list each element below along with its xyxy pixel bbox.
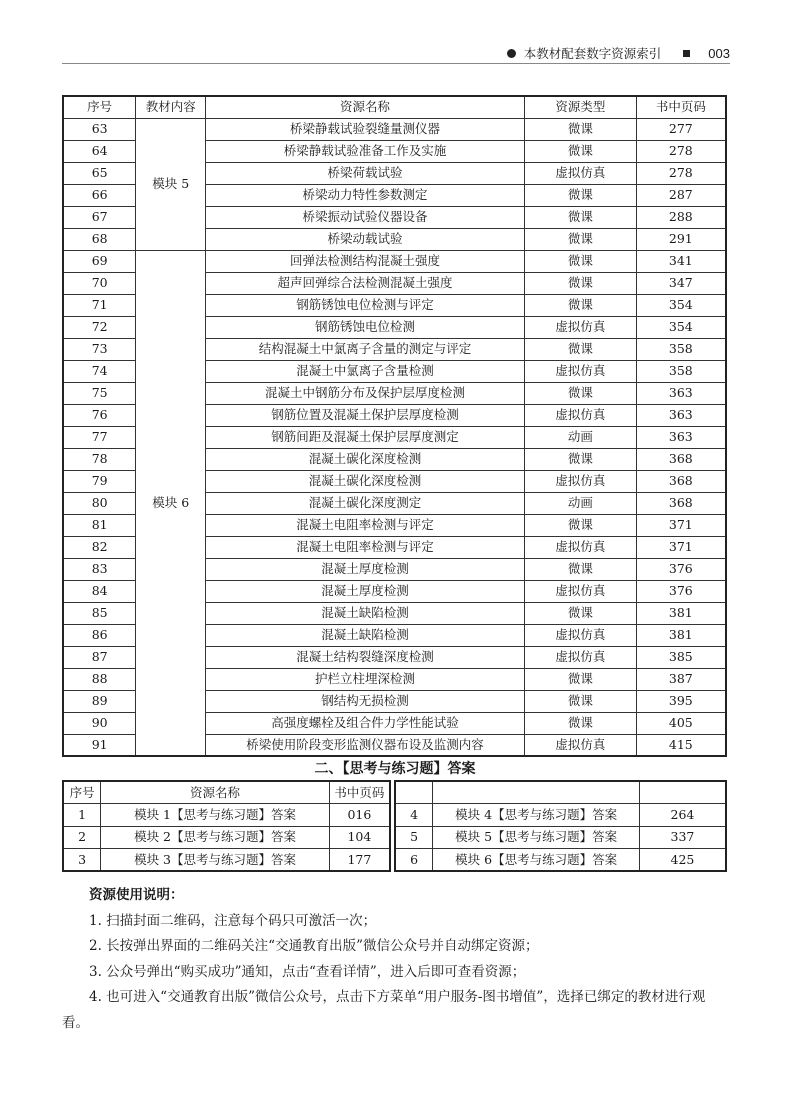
row-number: 86: [63, 624, 136, 646]
resource-type: 微课: [525, 690, 637, 712]
resource-type: 微课: [525, 514, 637, 536]
row-number: 79: [63, 470, 136, 492]
page-ref: 385: [636, 646, 726, 668]
row-number: 72: [63, 316, 136, 338]
row-number: 64: [63, 140, 136, 162]
row-number: 78: [63, 448, 136, 470]
row-number: 67: [63, 206, 136, 228]
bullet-icon: [507, 49, 516, 58]
page-ref: 376: [636, 558, 726, 580]
row-number: 65: [63, 162, 136, 184]
note-item: 3. 公众号弹出“购买成功”通知，点击“查看详情”，进入后即可查看资源；: [89, 963, 526, 980]
page-ref: 016: [329, 804, 390, 827]
resource-type: 虚拟仿真: [525, 734, 637, 756]
resource-name: 混凝土中钢筋分布及保护层厚度检测: [206, 382, 525, 404]
notes-heading: 资源使用说明：: [89, 887, 184, 903]
page-ref: 415: [636, 734, 726, 756]
resource-name: 混凝土中氯离子含量检测: [206, 360, 525, 382]
page-ref: 363: [636, 426, 726, 448]
resource-type: 虚拟仿真: [525, 580, 637, 602]
usage-notes: [62, 883, 730, 1037]
resource-name: 混凝土结构裂缝深度检测: [206, 646, 525, 668]
resource-name: 混凝土碳化深度检测: [206, 470, 525, 492]
note-item: 4. 也可进入“交通教育出版”微信公众号，点击下方菜单“用户服务-图书增值”，选择已绑定的教材进行观看。: [62, 989, 706, 1031]
module-cell: 模块 6: [136, 250, 206, 756]
row-number: 66: [63, 184, 136, 206]
module-cell: 模块 5: [136, 118, 206, 250]
row-number: 71: [63, 294, 136, 316]
row-number: 85: [63, 602, 136, 624]
resource-type: 微课: [525, 338, 637, 360]
page-ref: 104: [329, 826, 390, 849]
table-row: [63, 250, 726, 272]
row-number: 80: [63, 492, 136, 514]
page-ref: 354: [636, 316, 726, 338]
header-cell: 资源类型: [525, 96, 637, 118]
resource-type: 虚拟仿真: [525, 316, 637, 338]
page-ref: 347: [636, 272, 726, 294]
resource-type: 微课: [525, 228, 637, 250]
resource-name: 回弹法检测结构混凝土强度: [206, 250, 525, 272]
page-ref: 371: [636, 514, 726, 536]
page-ref: 368: [636, 448, 726, 470]
answers-table-right: [394, 780, 727, 872]
resource-type: 虚拟仿真: [525, 360, 637, 382]
page-ref: 358: [636, 338, 726, 360]
resource-name: 混凝土厚度检测: [206, 580, 525, 602]
row-number: 81: [63, 514, 136, 536]
page-ref: 381: [636, 602, 726, 624]
resource-name: 模块 5【思考与练习题】答案: [433, 826, 640, 849]
resource-name: 模块 4【思考与练习题】答案: [433, 804, 640, 827]
page-ref: 376: [636, 580, 726, 602]
table-row: [63, 849, 390, 872]
row-number: 82: [63, 536, 136, 558]
resource-type: 微课: [525, 602, 637, 624]
note-item: 1. 扫描封面二维码，注意每个码只可激活一次；: [89, 912, 377, 929]
note-item: 2. 长按弹出界面的二维码关注“交通教育出版”微信公众号并自动绑定资源；: [89, 938, 539, 955]
row-number: 89: [63, 690, 136, 712]
resource-type: 虚拟仿真: [525, 624, 637, 646]
table-row: [63, 826, 390, 849]
section-title: 本教材配套数字资源索引: [523, 46, 662, 61]
table-row: [63, 118, 726, 140]
row-number: 76: [63, 404, 136, 426]
resource-name: 混凝土缺陷检测: [206, 624, 525, 646]
resource-name: 模块 6【思考与练习题】答案: [433, 849, 640, 872]
resource-type: 虚拟仿真: [525, 404, 637, 426]
resource-name: 混凝土厚度检测: [206, 558, 525, 580]
header-cell: [433, 781, 640, 804]
resource-name: 钢筋锈蚀电位检测: [206, 316, 525, 338]
page-ref: 337: [639, 826, 726, 849]
page-ref: 363: [636, 404, 726, 426]
page-ref: 358: [636, 360, 726, 382]
page-ref: 371: [636, 536, 726, 558]
resource-name: 钢筋锈蚀电位检测与评定: [206, 294, 525, 316]
row-number: 91: [63, 734, 136, 756]
resource-type: 虚拟仿真: [525, 646, 637, 668]
page-ref: 354: [636, 294, 726, 316]
resource-name: 超声回弹综合法检测混凝土强度: [206, 272, 525, 294]
page-ref: 341: [636, 250, 726, 272]
resource-type: 微课: [525, 250, 637, 272]
resource-name: 桥梁动力特性参数测定: [206, 184, 525, 206]
row-number: 73: [63, 338, 136, 360]
resource-type: 微课: [525, 382, 637, 404]
row-number: 83: [63, 558, 136, 580]
page-ref: 363: [636, 382, 726, 404]
row-number: 88: [63, 668, 136, 690]
resource-name: 护栏立柱埋深检测: [206, 668, 525, 690]
resource-name: 混凝土碳化深度测定: [206, 492, 525, 514]
header-cell: 教材内容: [136, 96, 206, 118]
resource-type: 虚拟仿真: [525, 536, 637, 558]
resource-name: 高强度螺栓及组合件力学性能试验: [206, 712, 525, 734]
row-number: 74: [63, 360, 136, 382]
resource-type: 虚拟仿真: [525, 162, 637, 184]
table-header-row: [63, 781, 390, 804]
row-number: 63: [63, 118, 136, 140]
page-ref: 277: [636, 118, 726, 140]
header-cell: 序号: [63, 96, 136, 118]
square-bullet-icon: [683, 50, 690, 57]
resource-name: 桥梁振动试验仪器设备: [206, 206, 525, 228]
resource-type: 动画: [525, 426, 637, 448]
table-row: [63, 804, 390, 827]
resource-type: 微课: [525, 294, 637, 316]
page-ref: 405: [636, 712, 726, 734]
resource-type: 微课: [525, 558, 637, 580]
resource-type: 微课: [525, 184, 637, 206]
row-number: 4: [395, 804, 433, 827]
row-number: 6: [395, 849, 433, 872]
page-ref: 287: [636, 184, 726, 206]
resource-name: 模块 3【思考与练习题】答案: [101, 849, 329, 872]
page-ref: 387: [636, 668, 726, 690]
header-cell: 书中页码: [636, 96, 726, 118]
header-cell: 序号: [63, 781, 101, 804]
resource-type: 微课: [525, 140, 637, 162]
page-ref: 381: [636, 624, 726, 646]
running-header: [62, 40, 730, 64]
page-ref: 288: [636, 206, 726, 228]
page-ref: 264: [639, 804, 726, 827]
row-number: 70: [63, 272, 136, 294]
table-row: [395, 804, 726, 827]
resource-type: 微课: [525, 668, 637, 690]
header-cell: 书中页码: [329, 781, 390, 804]
header-cell: 资源名称: [101, 781, 329, 804]
resource-name: 钢结构无损检测: [206, 690, 525, 712]
row-number: 90: [63, 712, 136, 734]
page-ref: 395: [636, 690, 726, 712]
row-number: 5: [395, 826, 433, 849]
page-ref: 368: [636, 492, 726, 514]
table-row: [395, 849, 726, 872]
page-ref: 425: [639, 849, 726, 872]
table-header-row: [395, 781, 726, 804]
resource-name: 钢筋间距及混凝土保护层厚度测定: [206, 426, 525, 448]
resource-type: 微课: [525, 448, 637, 470]
page-number: 003: [708, 45, 730, 61]
resource-type: 虚拟仿真: [525, 470, 637, 492]
row-number: 75: [63, 382, 136, 404]
header-cell: [639, 781, 726, 804]
resource-name: 混凝土电阻率检测与评定: [206, 514, 525, 536]
resource-name: 桥梁荷载试验: [206, 162, 525, 184]
answers-table-left: [62, 780, 391, 872]
resource-type: 微课: [525, 118, 637, 140]
page-ref: 278: [636, 162, 726, 184]
row-number: 3: [63, 849, 101, 872]
resource-name: 混凝土电阻率检测与评定: [206, 536, 525, 558]
resource-type: 微课: [525, 712, 637, 734]
answers-section-title: 二、【思考与练习题】答案: [314, 761, 476, 777]
row-number: 69: [63, 250, 136, 272]
resource-name: 桥梁静载试验裂缝量测仪器: [206, 118, 525, 140]
row-number: 2: [63, 826, 101, 849]
resource-name: 钢筋位置及混凝土保护层厚度检测: [206, 404, 525, 426]
resource-type: 动画: [525, 492, 637, 514]
resource-type: 微课: [525, 206, 637, 228]
table-header-row: [63, 96, 726, 118]
resource-name: 结构混凝土中氯离子含量的测定与评定: [206, 338, 525, 360]
resource-type: 微课: [525, 272, 637, 294]
resource-name: 模块 2【思考与练习题】答案: [101, 826, 329, 849]
row-number: 77: [63, 426, 136, 448]
row-number: 68: [63, 228, 136, 250]
resource-name: 桥梁动载试验: [206, 228, 525, 250]
row-number: 84: [63, 580, 136, 602]
table-row: [395, 826, 726, 849]
page-ref: 278: [636, 140, 726, 162]
resource-index-table: [62, 95, 727, 757]
resource-name: 桥梁静载试验准备工作及实施: [206, 140, 525, 162]
row-number: 87: [63, 646, 136, 668]
resource-name: 模块 1【思考与练习题】答案: [101, 804, 329, 827]
page-ref: 368: [636, 470, 726, 492]
resource-name: 混凝土缺陷检测: [206, 602, 525, 624]
header-cell: [395, 781, 433, 804]
resource-name: 桥梁使用阶段变形监测仪器布设及监测内容: [206, 734, 525, 756]
page-ref: 177: [329, 849, 390, 872]
row-number: 1: [63, 804, 101, 827]
page-ref: 291: [636, 228, 726, 250]
resource-name: 混凝土碳化深度检测: [206, 448, 525, 470]
header-cell: 资源名称: [206, 96, 525, 118]
